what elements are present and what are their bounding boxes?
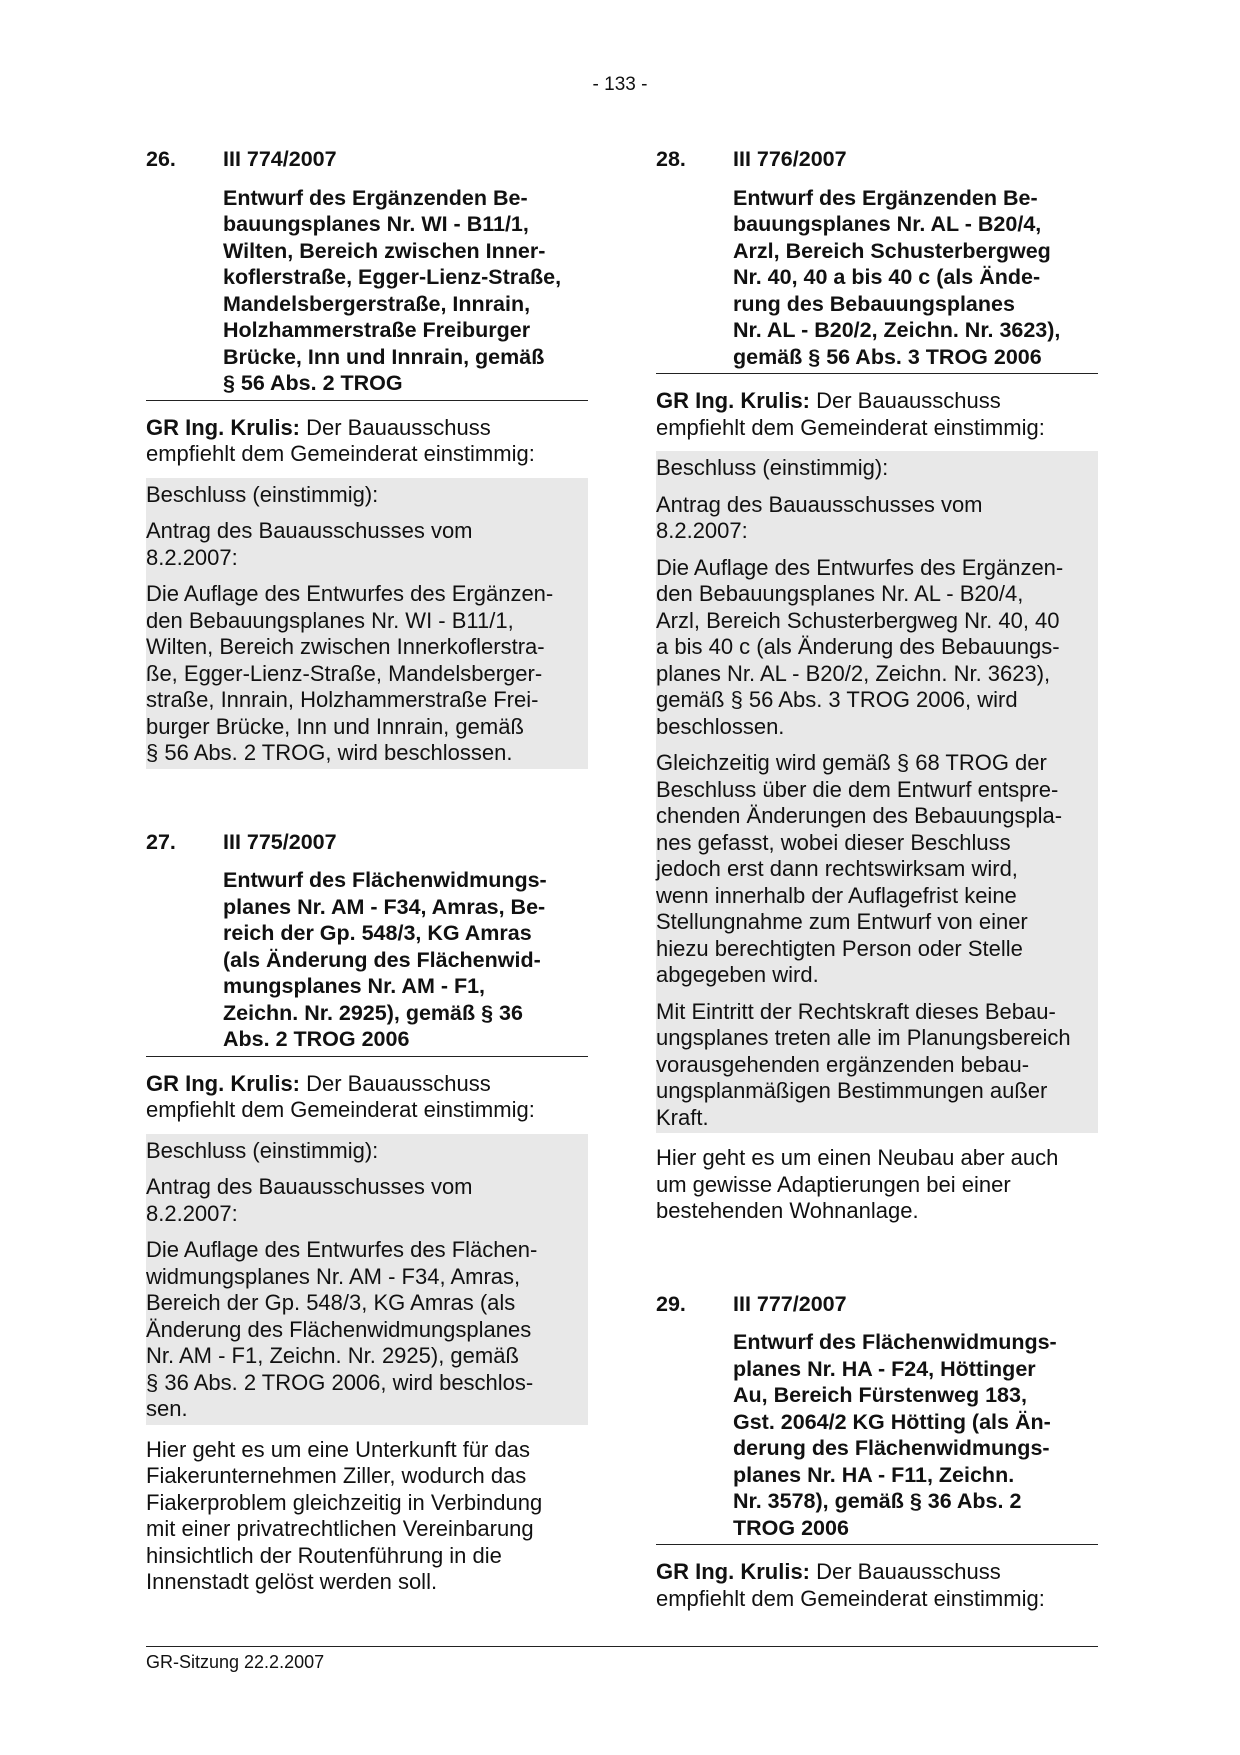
resolution-line: Änderung des Flächenwidmungsplanes [146, 1316, 532, 1342]
resolution-line: den Bebauungsplanes Nr. AL - B20/4, [656, 581, 1024, 606]
resolution-line: Beschluss (einstimmig): [146, 1137, 379, 1163]
resolution-line: gemäß § 56 Abs. 3 TROG 2006, wird [656, 687, 1018, 712]
speaker-text: empfiehlt dem Gemeinderat einstimmig: [146, 1097, 535, 1122]
left-column [146, 146, 588, 1596]
resolution-paragraph [656, 455, 1098, 482]
resolution-paragraph [656, 999, 1098, 1132]
agenda-heading [146, 829, 588, 856]
title-line: planes Nr. HA - F24, Höttinger [733, 1356, 1036, 1381]
resolution-paragraph [656, 750, 1098, 989]
right-column [656, 146, 1098, 1612]
divider [656, 1544, 1098, 1545]
resolution-line: nes gefasst, wobei dieser Beschluss [656, 829, 1011, 855]
title-line: Nr. AL - B20/2, Zeichn. Nr. 3623), [733, 318, 1061, 342]
agenda-code: III 774/2007 [223, 147, 337, 171]
resolution-line: § 36 Abs. 2 TROG 2006, wird beschlos- [146, 1369, 534, 1395]
resolution-line: chenden Änderungen des Bebauungspla- [656, 803, 1063, 828]
agenda-number: 28. [656, 147, 686, 171]
resolution-line: a bis 40 c (als Änderung des Bebauungs- [656, 634, 1060, 659]
resolution-box [146, 478, 588, 769]
title-line: Holzhammerstraße Freiburger [223, 318, 531, 342]
title-line: koflerstraße, Egger-Lienz-Straße, [223, 265, 562, 289]
resolution-line: Arzl, Bereich Schusterbergweg Nr. 40, 40 [656, 607, 1060, 633]
resolution-line: Antrag des Bauausschusses vom [656, 491, 983, 517]
speaker-name: GR Ing. Krulis: [656, 1559, 810, 1584]
agenda-number: 26. [146, 147, 176, 171]
footer-divider [146, 1646, 1098, 1647]
speaker-text: Der Bauausschuss [300, 414, 491, 440]
resolution-line: Die Auflage des Entwurfes des Flächen- [146, 1237, 538, 1262]
title-line: gemäß § 56 Abs. 3 TROG 2006 [733, 344, 1042, 369]
title-line: planes Nr. HA - F11, Zeichn. [733, 1462, 1015, 1487]
resolution-line: widmungsplanes Nr. AM - F34, Amras, [146, 1263, 521, 1289]
title-line: Zeichn. Nr. 2925), gemäß § 36 [223, 1000, 523, 1025]
speaker-text: Der Bauausschuss [810, 388, 1001, 413]
agenda-item [656, 146, 1098, 1225]
speaker-name: GR Ing. Krulis: [146, 414, 300, 440]
title-line: Gst. 2064/2 KG Hötting (als Än- [733, 1409, 1051, 1434]
speaker-statement [146, 1071, 588, 1124]
title-line: Entwurf des Ergänzenden Be- [733, 185, 1038, 210]
resolution-line: Mit Eintritt der Rechtskraft dieses Bebau- [656, 998, 1056, 1024]
agenda-heading [656, 146, 1098, 173]
agenda-title [733, 1329, 1098, 1544]
resolution-line: Die Auflage des Entwurfes des Ergänzen- [656, 554, 1064, 580]
resolution-line: hiezu berechtigten Person oder Stelle [656, 935, 1023, 961]
comment-paragraph [146, 1437, 588, 1596]
comment-line: mit einer privatrechtlichen Vereinbarung [146, 1516, 534, 1541]
speaker-statement [656, 1559, 1098, 1612]
resolution-line: ungsplanmäßigen Bestimmungen außer [656, 1078, 1048, 1103]
agenda-item [656, 1291, 1098, 1613]
title-line: Mandelsbergerstraße, Innrain, [223, 291, 531, 316]
title-line: TROG 2006 [733, 1515, 849, 1540]
speaker-name: GR Ing. Krulis: [656, 388, 810, 413]
resolution-line: Antrag des Bauausschusses vom [146, 518, 473, 543]
title-line: Au, Bereich Fürstenweg 183, [733, 1383, 1027, 1407]
resolution-line: 8.2.2007: [146, 1200, 238, 1226]
title-line: reich der Gp. 548/3, KG Amras [223, 921, 532, 945]
resolution-line: sen. [146, 1396, 188, 1421]
speaker-text: Der Bauausschuss [810, 1559, 1001, 1584]
title-line: Arzl, Bereich Schusterbergweg [733, 238, 1051, 263]
resolution-paragraph [146, 1237, 588, 1423]
comment-line: um gewisse Adaptierungen bei einer [656, 1171, 1011, 1197]
title-line: planes Nr. AM - F34, Amras, Be- [223, 894, 546, 919]
resolution-paragraph [146, 482, 588, 509]
divider [146, 400, 588, 401]
divider [656, 373, 1098, 374]
comment-paragraph [656, 1145, 1098, 1225]
agenda-heading [656, 1291, 1098, 1318]
title-line: mungsplanes Nr. AM - F1, [223, 974, 486, 998]
footer-text: GR-Sitzung 22.2.2007 [146, 1652, 325, 1672]
resolution-line: burger Brücke, Inn und Innrain, gemäß [146, 713, 524, 739]
agenda-number: 29. [656, 1291, 686, 1316]
resolution-line: Beschluss über die dem Entwurf entspre- [656, 776, 1059, 802]
resolution-box [146, 1134, 588, 1425]
title-line: § 56 Abs. 2 TROG [223, 371, 403, 395]
resolution-line: Beschluss (einstimmig): [146, 481, 379, 507]
resolution-line: ße, Egger-Lienz-Straße, Mandelsberger- [146, 660, 543, 686]
title-line: bauungsplanes Nr. AL - B20/4, [733, 212, 1042, 236]
speaker-statement [146, 415, 588, 468]
resolution-line: wenn innerhalb der Auflagefrist keine [656, 882, 1017, 908]
title-line: Wilten, Bereich zwischen Inner- [223, 238, 546, 263]
comment-line: hinsichtlich der Routenführung in die [146, 1542, 502, 1568]
speaker-statement [656, 388, 1098, 441]
resolution-line: vorausgehenden ergänzenden bebau- [656, 1051, 1030, 1077]
speaker-text: empfiehlt dem Gemeinderat einstimmig: [146, 441, 535, 466]
resolution-line: Gleichzeitig wird gemäß § 68 TROG der [656, 750, 1047, 775]
resolution-line: 8.2.2007: [656, 518, 748, 543]
resolution-line: beschlossen. [656, 713, 785, 739]
agenda-title [733, 185, 1098, 374]
resolution-paragraph [146, 581, 588, 767]
resolution-line: Die Auflage des Entwurfes des Ergänzen- [146, 581, 554, 606]
resolution-line: Kraft. [656, 1104, 709, 1130]
title-line: Entwurf des Ergänzenden Be- [223, 185, 528, 210]
resolution-line: Antrag des Bauausschusses vom [146, 1174, 473, 1199]
speaker-text: empfiehlt dem Gemeinderat einstimmig: [656, 1585, 1045, 1611]
resolution-line: ungsplanes treten alle im Planungsbereich [656, 1025, 1071, 1050]
title-line: rung des Bebauungsplanes [733, 291, 1015, 316]
resolution-paragraph [146, 518, 588, 571]
agenda-code: III 776/2007 [733, 147, 847, 171]
resolution-line: abgegeben wird. [656, 962, 819, 987]
resolution-line: planes Nr. AL - B20/2, Zeichn. Nr. 3623), [656, 660, 1051, 686]
speaker-name: GR Ing. Krulis: [146, 1070, 300, 1096]
resolution-line: Nr. AM - F1, Zeichn. Nr. 2925), gemäß [146, 1343, 519, 1368]
resolution-line: Stellungnahme zum Entwurf von einer [656, 909, 1028, 934]
agenda-item [146, 146, 588, 769]
speaker-text: empfiehlt dem Gemeinderat einstimmig: [656, 414, 1045, 440]
title-line: Entwurf des Flächenwidmungs- [223, 868, 547, 892]
comment-line: Hier geht es um einen Neubau aber auch [656, 1145, 1059, 1170]
title-line: Entwurf des Flächenwidmungs- [733, 1330, 1057, 1354]
agenda-code: III 775/2007 [223, 829, 337, 854]
title-line: Nr. 40, 40 a bis 40 c (als Ände- [733, 265, 1041, 289]
divider [146, 1056, 588, 1057]
resolution-paragraph [146, 1138, 588, 1165]
agenda-item [146, 829, 588, 1596]
agenda-title [223, 185, 588, 400]
title-line: (als Änderung des Flächenwid- [223, 947, 541, 972]
resolution-line: Beschluss (einstimmig): [656, 455, 889, 480]
resolution-line: jedoch erst dann rechtswirksam wird, [656, 856, 1018, 881]
resolution-paragraph [656, 492, 1098, 545]
resolution-line: Wilten, Bereich zwischen Innerkoflerstra- [146, 634, 545, 659]
title-line: bauungsplanes Nr. WI - B11/1, [223, 212, 529, 236]
comment-line: Innenstadt gelöst werden soll. [146, 1569, 438, 1594]
agenda-code: III 777/2007 [733, 1291, 847, 1316]
title-line: Nr. 3578), gemäß § 36 Abs. 2 [733, 1489, 1022, 1513]
speaker-text: Der Bauausschuss [300, 1070, 491, 1096]
comment-line: Hier geht es um eine Unterkunft für das [146, 1436, 530, 1462]
resolution-line: § 56 Abs. 2 TROG, wird beschlossen. [146, 740, 513, 765]
comment-line: Fiakerproblem gleichzeitig in Verbindung [146, 1489, 543, 1515]
comment-line: bestehenden Wohnanlage. [656, 1198, 919, 1223]
resolution-paragraph [656, 555, 1098, 741]
resolution-line: 8.2.2007: [146, 544, 238, 570]
resolution-line: straße, Innrain, Holzhammerstraße Frei- [146, 687, 539, 712]
resolution-paragraph [146, 1174, 588, 1227]
page-number: - 133 - [592, 74, 648, 95]
comment-line: Fiakerunternehmen Ziller, wodurch das [146, 1463, 527, 1488]
resolution-line: den Bebauungsplanes Nr. WI - B11/1, [146, 607, 514, 633]
title-line: Abs. 2 TROG 2006 [223, 1027, 410, 1051]
agenda-number: 27. [146, 829, 176, 854]
agenda-title [223, 867, 588, 1056]
title-line: derung des Flächenwidmungs- [733, 1436, 1050, 1460]
title-line: Brücke, Inn und Innrain, gemäß [223, 344, 545, 369]
resolution-line: Bereich der Gp. 548/3, KG Amras (als [146, 1290, 516, 1315]
resolution-box [656, 451, 1098, 1133]
agenda-heading [146, 146, 588, 173]
